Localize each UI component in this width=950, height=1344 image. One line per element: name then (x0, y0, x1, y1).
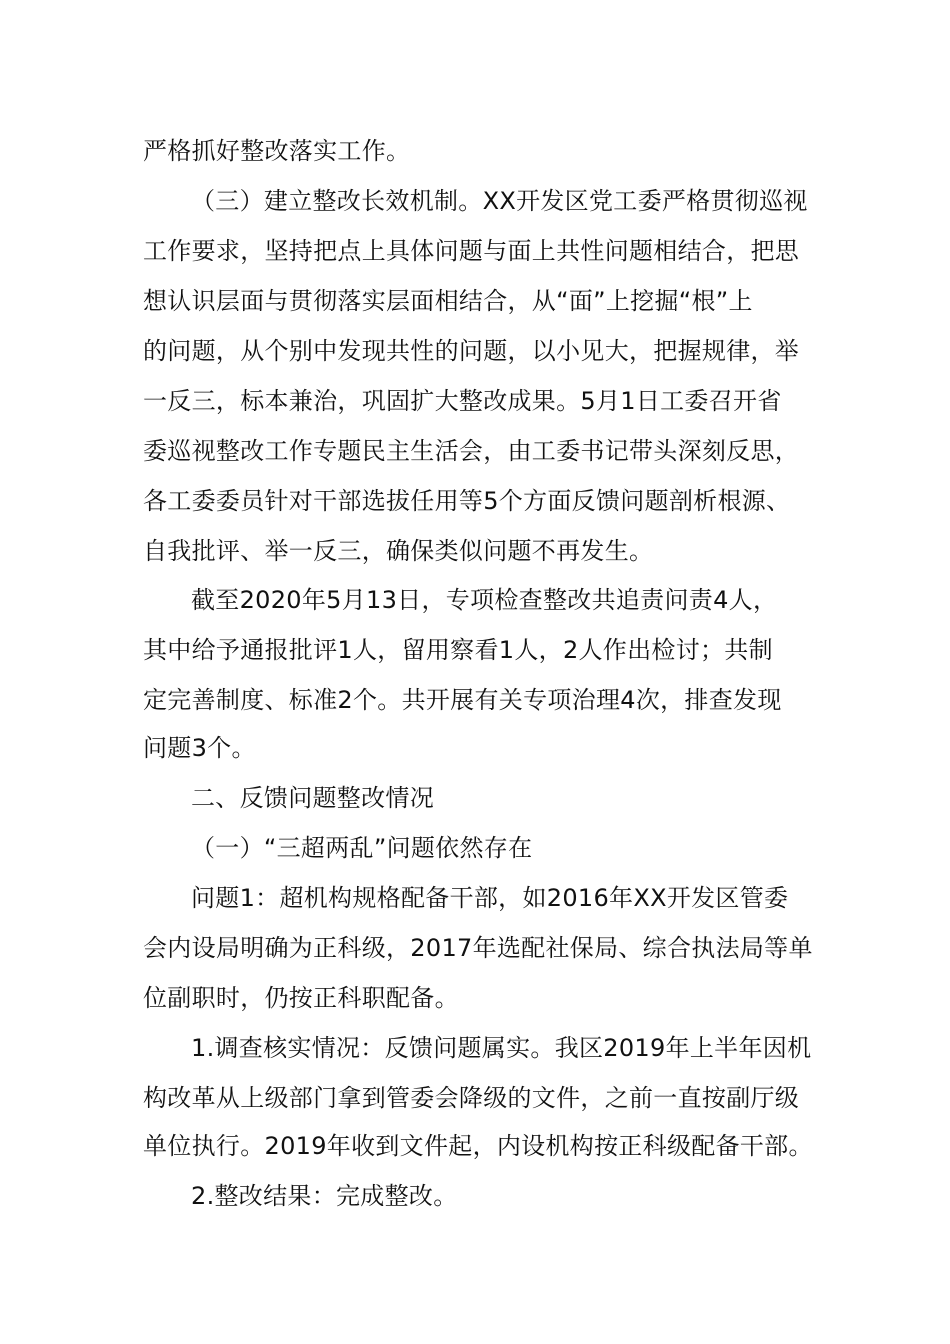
text-line-13: 问题3个。 (143, 734, 256, 762)
text-line-16: 问题1：超机构规格配备干部，如2016年XX开发区管委 (191, 884, 789, 912)
text-line-1: 严格抓好整改落实工作。 (143, 137, 411, 165)
subsection-heading: （一）“三超两乱”问题依然存在 (191, 834, 533, 862)
text-line-22: 2.整改结果：完成整改。 (191, 1182, 458, 1210)
text-line-17: 会内设局明确为正科级，2017年选配社保局、综合执法局等单 (143, 934, 813, 962)
text-line-6: 一反三，标本兼治，巩固扩大整改成果。5月1日工委召开省 (143, 387, 782, 415)
text-line-2: （三）建立整改长效机制。XX开发区党工委严格贯彻巡视 (191, 187, 808, 215)
text-line-8: 各工委委员针对干部选拔任用等5个方面反馈问题剖析根源、 (143, 487, 791, 515)
text-line-10: 截至2020年5月13日，专项检查整改共追责问责4人， (191, 586, 778, 614)
text-line-12: 定完善制度、标准2个。共开展有关专项治理4次，排查发现 (143, 686, 782, 714)
text-line-5: 的问题，从个别中发现共性的问题，以小见大，把握规律，举 (143, 337, 800, 365)
text-line-7: 委巡视整改工作专题民主生活会，由工委书记带头深刻反思， (143, 437, 800, 465)
text-line-9: 自我批评、举一反三，确保类似问题不再发生。 (143, 537, 654, 565)
text-line-11: 其中给予通报批评1人，留用察看1人，2人作出检讨；共制 (143, 636, 773, 664)
section-heading: 二、反馈问题整改情况 (191, 784, 434, 812)
text-line-18: 位副职时，仍按正科职配备。 (143, 984, 459, 1012)
text-line-19: 1.调查核实情况：反馈问题属实。我区2019年上半年因机 (191, 1034, 812, 1062)
text-line-3: 工作要求，坚持把点上具体问题与面上共性问题相结合，把思 (143, 237, 800, 265)
text-line-20: 构改革从上级部门拿到管委会降级的文件，之前一直按副厅级 (143, 1084, 800, 1112)
text-line-4: 想认识层面与贯彻落实层面相结合，从“面”上挖掘“根”上 (143, 287, 753, 315)
text-line-21: 单位执行。2019年收到文件起，内设机构按正科级配备干部。 (143, 1132, 813, 1160)
